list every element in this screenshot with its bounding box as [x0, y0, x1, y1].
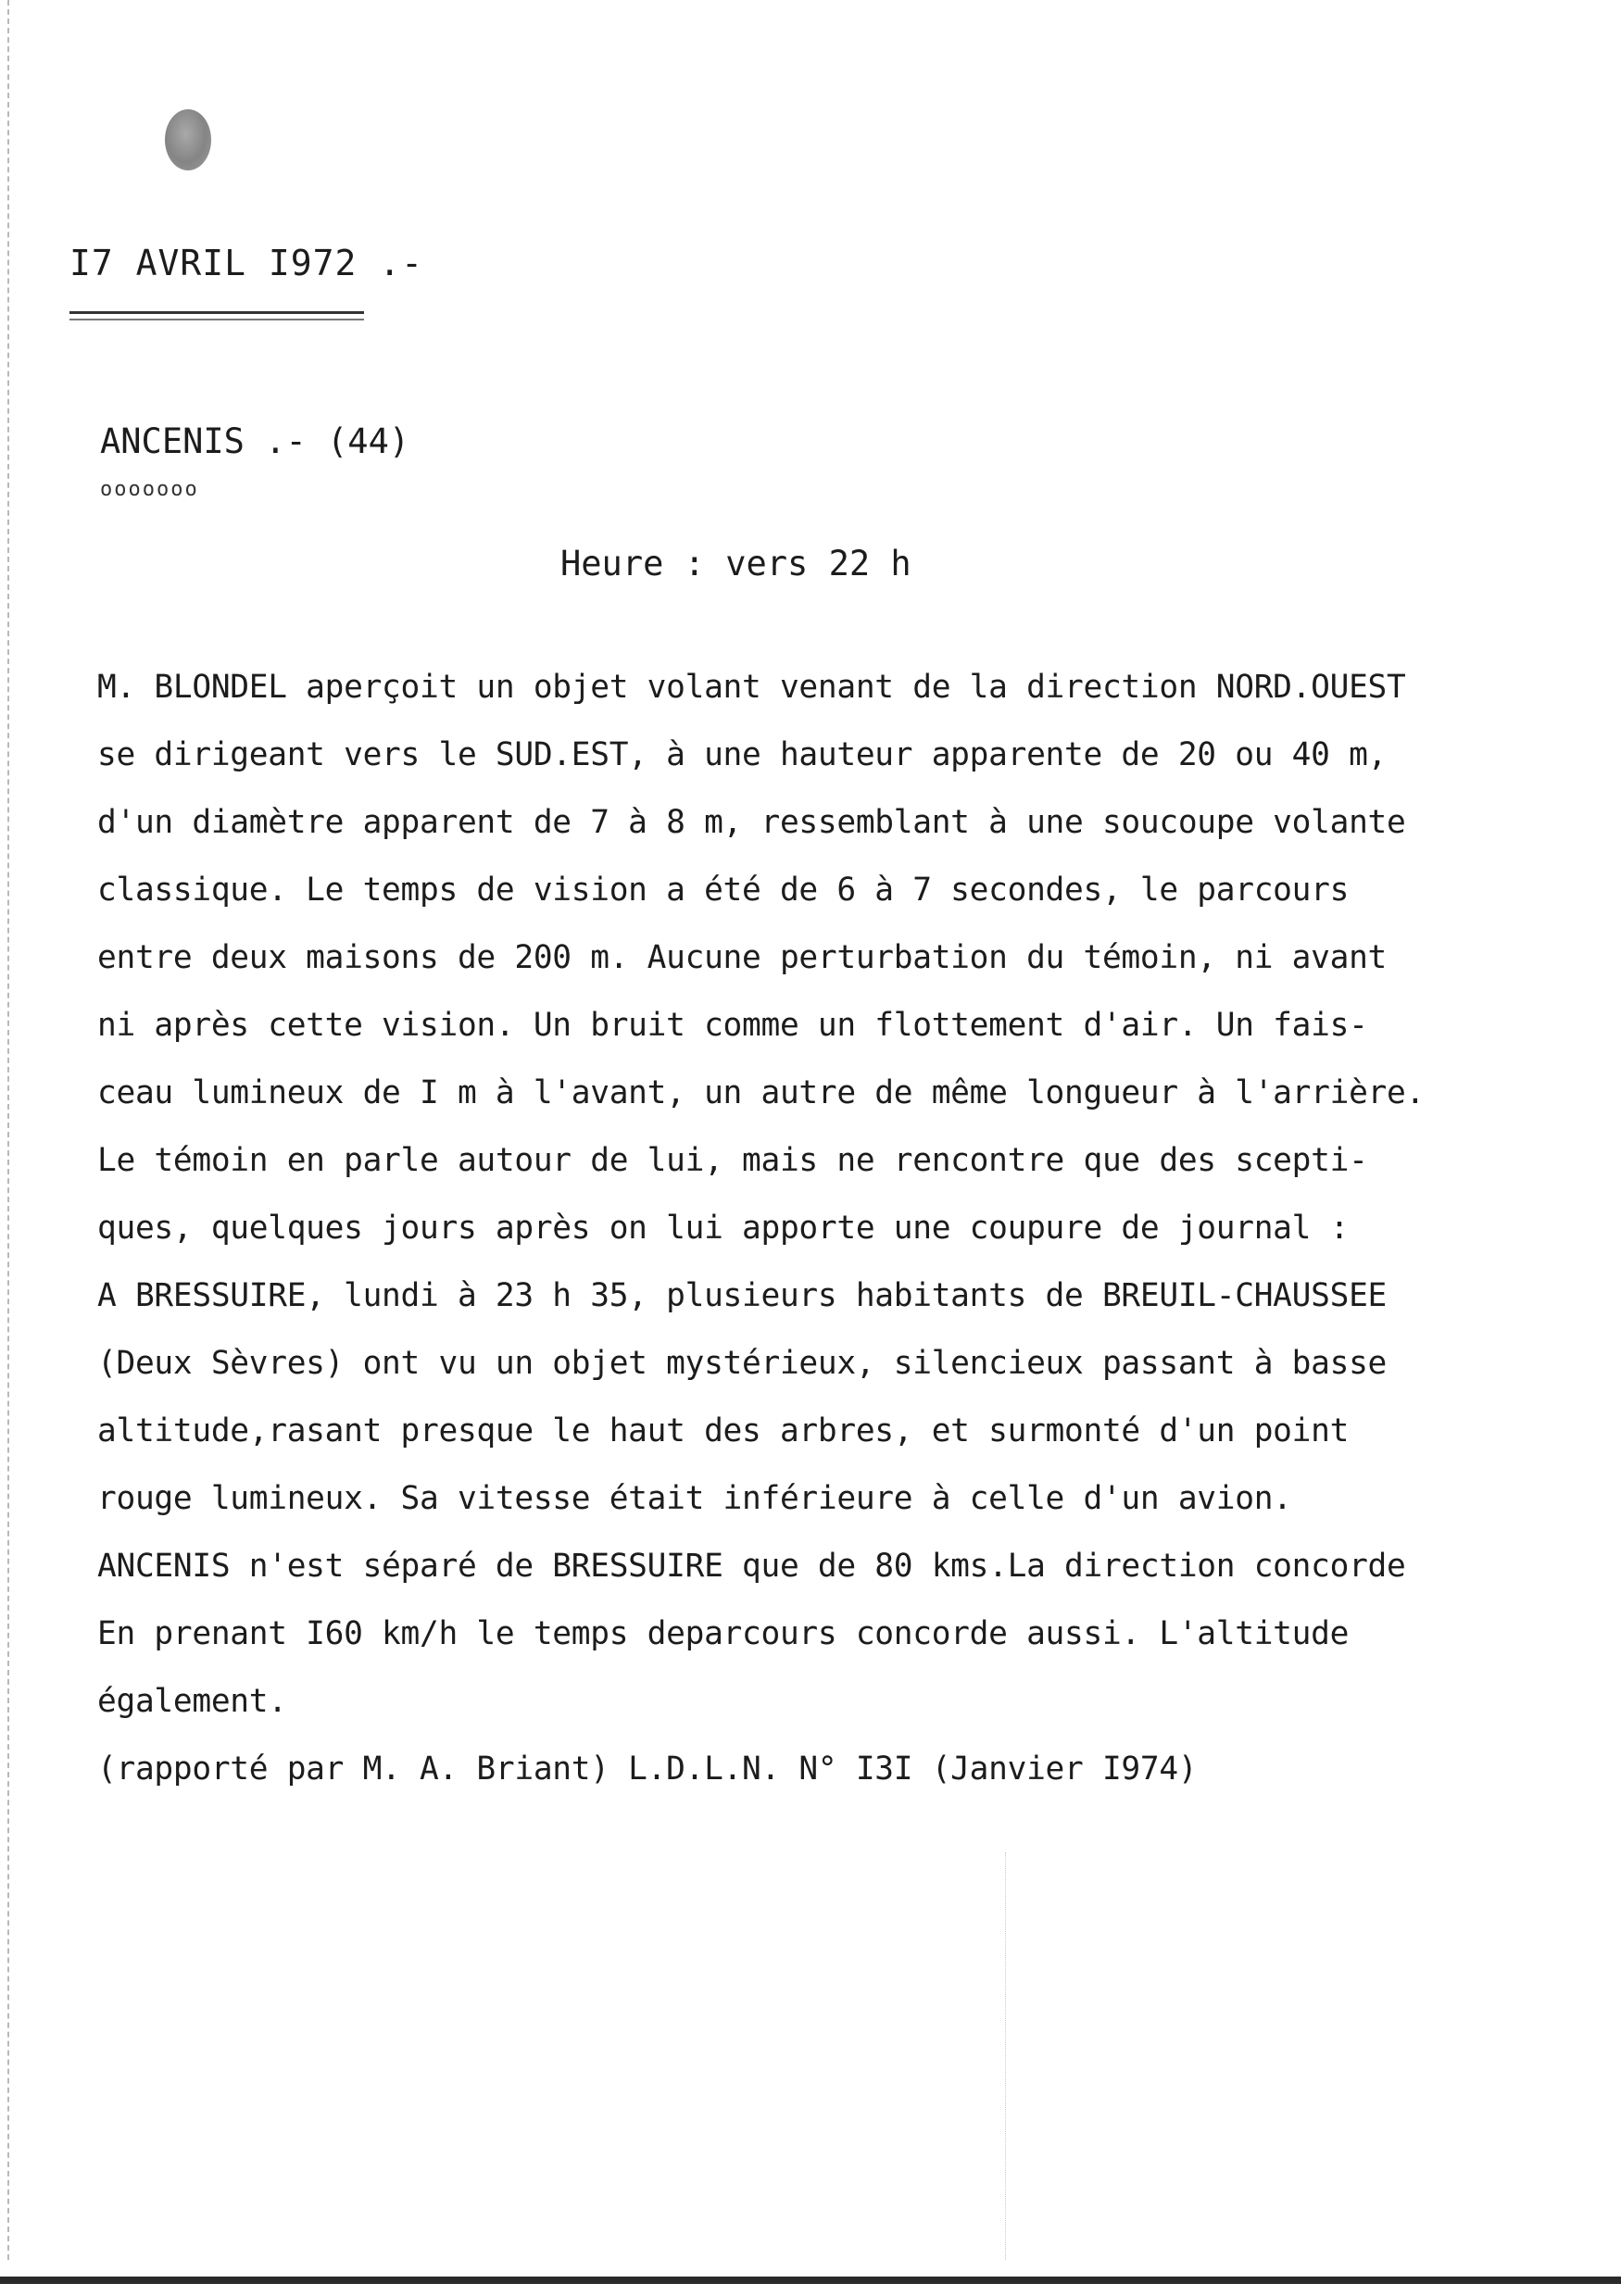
body-line: M. BLONDEL aperçoit un objet volant venant de la direction NORD.OUEST — [97, 669, 1406, 706]
date-underline — [69, 311, 364, 314]
body-line: ANCENIS n'est séparé de BRESSUIRE que de 80 kms.La direction concorde — [97, 1548, 1406, 1585]
body-line: également. — [97, 1683, 287, 1720]
punch-hole-mark — [165, 109, 211, 170]
body-line: se dirigeant vers le SUD.EST, à une hauteur apparente de 20 ou 40 m, — [97, 736, 1388, 773]
body-line: ni après cette vision. Un bruit comme un flottement d'air. Un fais- — [97, 1007, 1368, 1044]
fold-mark — [1005, 1852, 1006, 2260]
time-line: Heure : vers 22 h — [560, 544, 911, 583]
body-line: ceau lumineux de I m à l'avant, un autre de même longueur à l'arrière. — [97, 1074, 1425, 1111]
date-heading: I7 AVRIL I972 .- — [69, 243, 424, 283]
body-line: rouge lumineux. Sa vitesse était inférieure à celle d'un avion. — [97, 1480, 1292, 1517]
body-line: (Deux Sèvres) ont vu un objet mystérieux, silencieux passant à basse — [97, 1345, 1388, 1382]
body-line: ques, quelques jours après on lui apporte une coupure de journal : — [97, 1210, 1350, 1247]
place-heading: ANCENIS .- (44) — [100, 421, 410, 461]
body-line: d'un diamètre apparent de 7 à 8 m, ressemblant à une soucoupe volante — [97, 804, 1406, 841]
body-line: (rapporté par M. A. Briant) L.D.L.N. N° I3I (Janvier I974) — [97, 1750, 1198, 1788]
body-line: altitude,rasant presque le haut des arbres, et surmonté d'un point — [97, 1412, 1350, 1449]
place-underline: ooooooo — [100, 478, 199, 501]
page-bottom-edge — [0, 2277, 1621, 2284]
report-body — [97, 654, 1616, 1803]
page-left-edge — [7, 0, 9, 2260]
body-line: classique. Le temps de vision a été de 6 à 7 secondes, le parcours — [97, 872, 1350, 909]
body-line: Le témoin en parle autour de lui, mais ne rencontre que des scepti- — [97, 1142, 1368, 1179]
date-underline-double — [69, 319, 364, 320]
body-line: entre deux maisons de 200 m. Aucune perturbation du témoin, ni avant — [97, 939, 1388, 976]
body-line: A BRESSUIRE, lundi à 23 h 35, plusieurs habitants de BREUIL-CHAUSSEE — [97, 1277, 1388, 1314]
body-line: En prenant I60 km/h le temps deparcours concorde aussi. L'altitude — [97, 1615, 1350, 1652]
